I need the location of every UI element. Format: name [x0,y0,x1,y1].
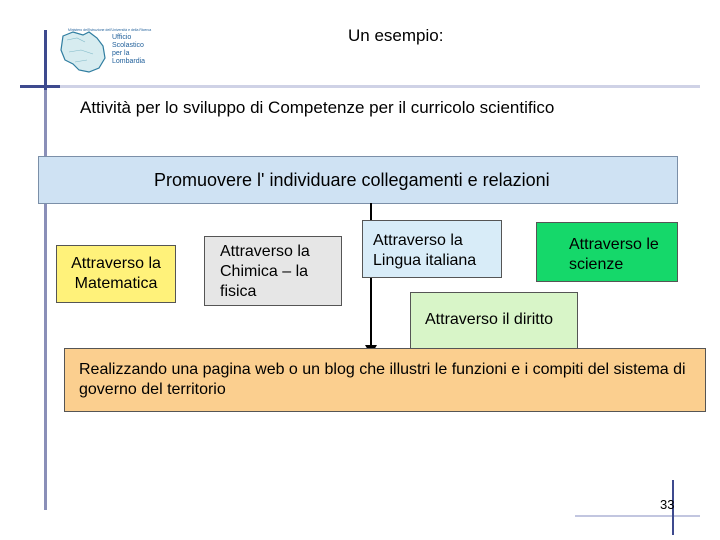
logo-text [112,34,156,66]
result-box: Realizzando una pagina web o un blog che illustri le funzioni e i compiti del sistema di governo del territorio [64,348,706,412]
box-chimica-fisica: Attraverso la Chimica – la fisica [204,236,342,306]
page-number: 33 [660,497,675,512]
box-matematica: Attraverso la Matematica [56,245,176,303]
logo-line: Ufficio [112,34,132,41]
main-goal-box [38,156,678,204]
logo-line: Lombardia [112,58,146,65]
top-divider-accent [20,85,60,88]
logo-line: per la [112,50,130,57]
main-goal-text: Promuovere l' individuare collegamenti e relazioni [154,169,550,190]
left-divider-line [44,30,47,510]
slide-subtitle: Attività per lo sviluppo di Competenze per il curricolo scientifico [80,98,555,117]
box-diritto: Attraverso il diritto [410,292,578,350]
slide-title: Un esempio: [348,26,444,45]
left-divider-accent [44,30,47,90]
box-lingua-italiana: Attraverso la Lingua italiana [362,220,502,278]
box-scienze: Attraverso le scienze [536,222,678,282]
bottom-divider-line [575,515,700,517]
logo-ministry-line: Ministero dell'Istruzione dell'Università e della Ricerca [68,28,152,32]
top-divider-line [20,85,700,88]
logo-line: Scolastico [112,42,144,49]
